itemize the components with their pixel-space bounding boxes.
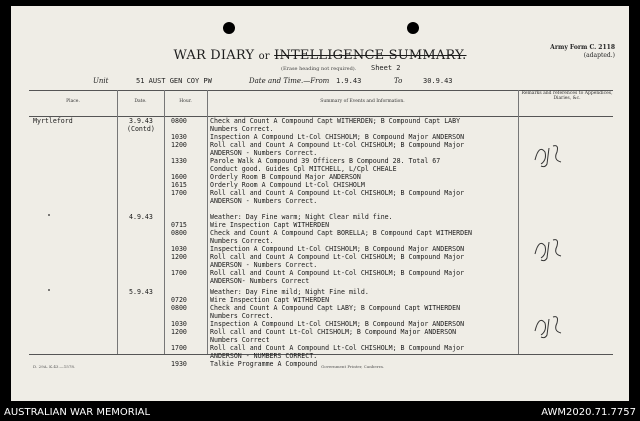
hour-cell	[171, 165, 187, 173]
summary-line: ANDERSON - Numbers Correct.	[210, 261, 318, 269]
hour-cell: 1030	[171, 320, 187, 328]
initials-signature	[531, 234, 571, 264]
hour-column	[171, 117, 187, 205]
hour-cell: 1700	[171, 344, 187, 352]
summary-line: Check and Count A Compound Capt BORELLA; B Compound Capt WITHERDEN	[210, 229, 473, 237]
punch-hole	[223, 22, 235, 34]
summary-line: Inspection A Compound Lt-Col CHISHOLM; B Compound Major ANDERSON	[210, 320, 465, 328]
summary-line: Roll call and Count A Compound Lt-Col CHISHOLM; B Compound Major	[210, 141, 465, 149]
header-hour: Hour.	[179, 99, 192, 104]
hour-cell: 0720	[171, 296, 187, 304]
date-cell: 4.9.43	[129, 213, 153, 221]
summary-line: Inspection A Compound Lt-Col CHISHOLM; B Compound Major ANDERSON	[210, 245, 465, 253]
page-title: WAR DIARY or INTELLIGENCE SUMMARY.	[173, 48, 467, 63]
summary-line: Weather: Day Fine mild; Night Fine mild.	[210, 288, 369, 296]
summary-line: Wire Inspection Capt WITHERDEN	[210, 296, 330, 304]
summary-line: Numbers Correct.	[210, 237, 274, 245]
date-note: (Contd)	[127, 125, 155, 133]
summary-line: Inspection A Compound Lt-Col CHISHOLM; B Compound Major ANDERSON	[210, 133, 465, 141]
hour-cell: 1330	[171, 157, 187, 165]
hour-cell	[171, 125, 187, 133]
summary-line: Numbers Correct.	[210, 125, 274, 133]
place-cell: Myrtleford	[33, 117, 73, 125]
hour-cell	[171, 197, 187, 205]
place-cell: "	[47, 288, 51, 296]
summary-line: Check and Count A Compound Capt WITHERDEN; B Compound Capt LABY	[210, 117, 461, 125]
hour-cell: 0715	[171, 221, 187, 229]
hour-cell: 1700	[171, 189, 187, 197]
hour-cell	[171, 312, 187, 320]
summary-line: Check and Count A Compound Capt LABY; B Compound Capt WITHERDEN	[210, 304, 461, 312]
hour-cell: 1030	[171, 133, 187, 141]
hour-cell: 0800	[171, 229, 187, 237]
initials-signature	[531, 311, 571, 341]
summary-line: Conduct good. Guides Cpl MITCHELL, L/Cpl CHEALE	[210, 165, 397, 173]
summary-line: Roll call and Count A Compound Lt-Col CHISHOLM; B Compound Major	[210, 269, 465, 277]
summary-line: Orderly Room A Compound Lt-Col CHISHOLM	[210, 181, 365, 189]
summary-line: Orderly Room B Compound Major ANDERSON	[210, 173, 361, 181]
summary-line: Talkie Programme A Compound	[210, 360, 318, 368]
hour-column	[171, 288, 187, 368]
header-summary: Summary of Events and Information.	[320, 99, 405, 104]
hour-cell: 1200	[171, 328, 187, 336]
summary-entry	[210, 213, 472, 285]
column-rule	[117, 90, 118, 354]
column-rule	[518, 90, 519, 354]
summary-line: ANDERSON- Numbers Correct	[210, 277, 310, 285]
army-form-label: Army Form C. 2118 (adapted.)	[550, 44, 615, 59]
hour-column	[171, 213, 187, 285]
hour-cell: 1930	[171, 360, 187, 368]
hour-cell: 1615	[171, 181, 187, 189]
printer-note: Government Printer, Canberra.	[321, 364, 385, 369]
date-cell: 3.9.43	[129, 117, 153, 125]
summary-entry	[210, 288, 464, 368]
hour-cell: 1200	[171, 141, 187, 149]
hour-cell	[171, 261, 187, 269]
diary-sheet	[11, 6, 629, 401]
archive-caption-right: AWM2020.71.7757	[541, 407, 636, 418]
date-to-label: To	[394, 77, 403, 85]
subtitle: (Erase heading not required).	[281, 66, 357, 72]
hour-cell: 1030	[171, 245, 187, 253]
summary-line: Roll call and Count A Compound Lt-Col CHISHOLM; B Compound Major	[210, 253, 465, 261]
hour-cell	[171, 237, 187, 245]
hour-cell: 1700	[171, 269, 187, 277]
column-rule	[164, 90, 165, 354]
header-remarks: Remarks and references to Appendices, Diaries, &c.	[521, 91, 613, 101]
hour-cell	[171, 336, 187, 344]
summary-line: ANDERSON - Numbers Correct.	[210, 197, 318, 205]
hour-cell: 1600	[171, 173, 187, 181]
date-from: 1.9.43	[336, 77, 362, 85]
hour-cell: 1200	[171, 253, 187, 261]
date-from-label: Date and Time.—From	[249, 77, 330, 85]
hour-cell: 0800	[171, 117, 187, 125]
summary-line: ANDERSON - Numbers Correct.	[210, 149, 318, 157]
header-place: Place.	[66, 99, 80, 104]
hour-cell	[171, 149, 187, 157]
hour-cell: 0800	[171, 304, 187, 312]
hour-cell	[171, 352, 187, 360]
punch-hole	[407, 22, 419, 34]
unit-label: Unit	[93, 77, 109, 85]
printer-note: D. 29A. K.43.—1578.	[33, 364, 76, 369]
hour-cell	[171, 288, 187, 296]
summary-entry	[210, 117, 464, 205]
place-cell: "	[47, 213, 51, 221]
sheet-number: Sheet 2	[371, 64, 401, 72]
summary-line: Roll call and Count A Compound Lt-Col CHISHOLM; B Compound Major	[210, 189, 465, 197]
summary-line: Weather: Day Fine warm; Night Clear mild fine.	[210, 213, 393, 221]
hour-cell	[171, 277, 187, 285]
archive-caption-left: AUSTRALIAN WAR MEMORIAL	[4, 407, 151, 418]
summary-line: ANDERSON - NUMBERS CORRECT.	[210, 352, 318, 360]
summary-line: Parole Walk A Compound 39 Officers B Compound 28. Total 67	[210, 157, 441, 165]
column-rule	[207, 90, 208, 354]
summary-line: Roll call and Count Lt-Col CHISHOLM; B Compound Major ANDERSON	[210, 328, 457, 336]
initials-signature	[531, 140, 571, 170]
date-cell: 5.9.43	[129, 288, 153, 296]
date-to: 30.9.43	[423, 77, 453, 85]
summary-line: Numbers Correct.	[210, 312, 274, 320]
summary-line: Wire Inspection Capt WITHERDEN	[210, 221, 330, 229]
header-date: Date.	[134, 99, 147, 104]
hour-cell	[171, 213, 187, 221]
summary-line: Numbers Correct	[210, 336, 270, 344]
unit-value: 51 AUST GEN COY PW	[136, 77, 212, 85]
summary-line: Roll call and Count A Compound Lt-Col CHISHOLM; B Compound Major	[210, 344, 465, 352]
